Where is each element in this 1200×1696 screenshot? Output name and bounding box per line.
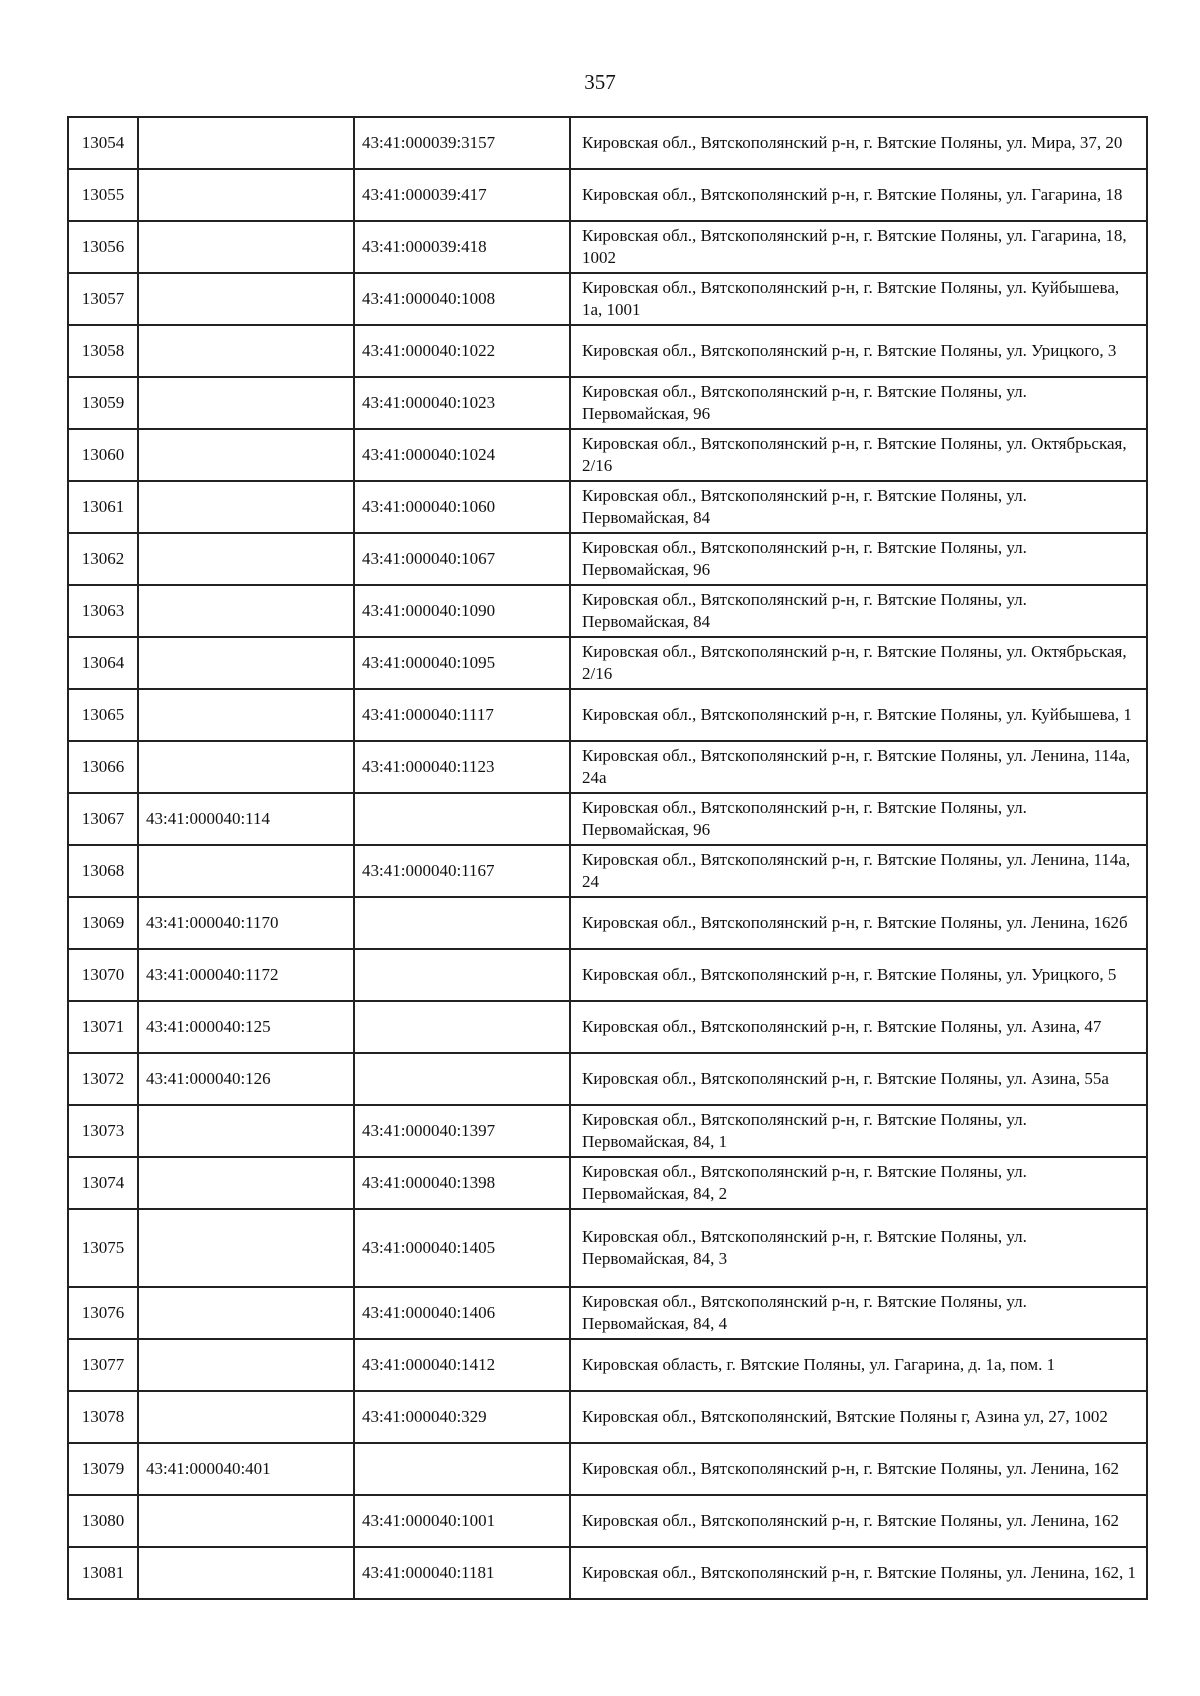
address-cell: Кировская обл., Вятскополянский р-н, г. Вятские Поляны, ул. Ленина, 114а, 24 <box>570 845 1147 897</box>
cadastral-number-b-cell: 43:41:000039:3157 <box>354 117 570 169</box>
record-number-cell: 13063 <box>68 585 138 637</box>
table-row <box>68 1339 1147 1391</box>
cadastral-number-a-cell <box>138 1157 354 1209</box>
record-number-cell: 13080 <box>68 1495 138 1547</box>
table-row <box>68 1443 1147 1495</box>
address-cell: Кировская обл., Вятскополянский р-н, г. Вятские Поляны, ул. Октябрьская, 2/16 <box>570 429 1147 481</box>
record-number-cell: 13081 <box>68 1547 138 1599</box>
cadastral-number-b-cell: 43:41:000040:1001 <box>354 1495 570 1547</box>
cadastral-number-b-cell: 43:41:000039:417 <box>354 169 570 221</box>
record-number-cell: 13067 <box>68 793 138 845</box>
address-cell: Кировская обл., Вятскополянский р-н, г. Вятские Поляны, ул. Ленина, 162 <box>570 1495 1147 1547</box>
address-cell: Кировская обл., Вятскополянский р-н, г. Вятские Поляны, ул. Первомайская, 96 <box>570 533 1147 585</box>
record-number-cell: 13056 <box>68 221 138 273</box>
record-number-cell: 13064 <box>68 637 138 689</box>
table-row <box>68 1547 1147 1599</box>
table-row <box>68 1287 1147 1339</box>
table-row <box>68 1209 1147 1287</box>
cadastral-number-b-cell <box>354 897 570 949</box>
address-cell: Кировская обл., Вятскополянский р-н, г. Вятские Поляны, ул. Первомайская, 84, 2 <box>570 1157 1147 1209</box>
record-number-cell: 13075 <box>68 1209 138 1287</box>
cadastral-number-a-cell <box>138 481 354 533</box>
cadastral-number-b-cell: 43:41:000039:418 <box>354 221 570 273</box>
table-row <box>68 273 1147 325</box>
table-row <box>68 377 1147 429</box>
cadastral-number-b-cell: 43:41:000040:1406 <box>354 1287 570 1339</box>
cadastral-number-b-cell: 43:41:000040:1067 <box>354 533 570 585</box>
table-row <box>68 221 1147 273</box>
record-number-cell: 13062 <box>68 533 138 585</box>
record-number-cell: 13066 <box>68 741 138 793</box>
cadastral-number-a-cell <box>138 637 354 689</box>
record-number-cell: 13071 <box>68 1001 138 1053</box>
address-cell: Кировская обл., Вятскополянский р-н, г. Вятские Поляны, ул. Азина, 47 <box>570 1001 1147 1053</box>
record-number-cell: 13061 <box>68 481 138 533</box>
record-number-cell: 13059 <box>68 377 138 429</box>
address-cell: Кировская обл., Вятскополянский р-н, г. Вятские Поляны, ул. Первомайская, 84, 3 <box>570 1209 1147 1287</box>
record-number-cell: 13068 <box>68 845 138 897</box>
address-cell: Кировская обл., Вятскополянский р-н, г. Вятские Поляны, ул. Первомайская, 84 <box>570 585 1147 637</box>
cadastral-number-a-cell <box>138 845 354 897</box>
table-row <box>68 117 1147 169</box>
cadastral-number-a-cell: 43:41:000040:1170 <box>138 897 354 949</box>
table-row <box>68 793 1147 845</box>
table-row <box>68 1157 1147 1209</box>
cadastral-number-b-cell: 43:41:000040:1024 <box>354 429 570 481</box>
address-cell: Кировская обл., Вятскополянский р-н, г. Вятские Поляны, ул. Первомайская, 84, 1 <box>570 1105 1147 1157</box>
record-number-cell: 13070 <box>68 949 138 1001</box>
address-cell: Кировская обл., Вятскополянский р-н, г. Вятские Поляны, ул. Ленина, 114а, 24а <box>570 741 1147 793</box>
record-number-cell: 13078 <box>68 1391 138 1443</box>
cadastral-number-b-cell <box>354 1053 570 1105</box>
address-cell: Кировская обл., Вятскополянский р-н, г. Вятские Поляны, ул. Ленина, 162, 1 <box>570 1547 1147 1599</box>
cadastral-number-a-cell <box>138 325 354 377</box>
cadastral-number-b-cell: 43:41:000040:1095 <box>354 637 570 689</box>
address-cell: Кировская обл., Вятскополянский р-н, г. Вятские Поляны, ул. Урицкого, 3 <box>570 325 1147 377</box>
cadastral-number-a-cell <box>138 585 354 637</box>
table-row <box>68 533 1147 585</box>
record-number-cell: 13054 <box>68 117 138 169</box>
cadastral-number-b-cell <box>354 949 570 1001</box>
record-number-cell: 13057 <box>68 273 138 325</box>
cadastral-number-a-cell <box>138 1105 354 1157</box>
cadastral-number-b-cell <box>354 793 570 845</box>
table-row <box>68 481 1147 533</box>
address-cell: Кировская обл., Вятскополянский р-н, г. Вятские Поляны, ул. Азина, 55а <box>570 1053 1147 1105</box>
record-number-cell: 13077 <box>68 1339 138 1391</box>
property-table <box>67 116 1148 1600</box>
address-cell: Кировская обл., Вятскополянский р-н, г. Вятские Поляны, ул. Первомайская, 84 <box>570 481 1147 533</box>
cadastral-number-a-cell <box>138 221 354 273</box>
cadastral-number-a-cell: 43:41:000040:1172 <box>138 949 354 1001</box>
table-row <box>68 429 1147 481</box>
address-cell: Кировская обл., Вятскополянский р-н, г. Вятские Поляны, ул. Первомайская, 84, 4 <box>570 1287 1147 1339</box>
table-row <box>68 845 1147 897</box>
table-row <box>68 585 1147 637</box>
table-row <box>68 897 1147 949</box>
address-cell: Кировская обл., Вятскополянский р-н, г. Вятские Поляны, ул. Куйбышева, 1 <box>570 689 1147 741</box>
address-cell: Кировская обл., Вятскополянский р-н, г. Вятские Поляны, ул. Ленина, 162 <box>570 1443 1147 1495</box>
table-row <box>68 1001 1147 1053</box>
table-row <box>68 741 1147 793</box>
record-number-cell: 13073 <box>68 1105 138 1157</box>
address-cell: Кировская обл., Вятскополянский р-н, г. Вятские Поляны, ул. Гагарина, 18, 1002 <box>570 221 1147 273</box>
cadastral-number-a-cell <box>138 1339 354 1391</box>
table-row <box>68 949 1147 1001</box>
cadastral-number-b-cell: 43:41:000040:1117 <box>354 689 570 741</box>
cadastral-number-b-cell: 43:41:000040:1123 <box>354 741 570 793</box>
cadastral-number-a-cell <box>138 689 354 741</box>
cadastral-number-b-cell: 43:41:000040:1412 <box>354 1339 570 1391</box>
address-cell: Кировская область, г. Вятские Поляны, ул. Гагарина, д. 1а, пом. 1 <box>570 1339 1147 1391</box>
address-cell: Кировская обл., Вятскополянский р-н, г. Вятские Поляны, ул. Мира, 37, 20 <box>570 117 1147 169</box>
cadastral-number-a-cell <box>138 1287 354 1339</box>
cadastral-number-a-cell: 43:41:000040:126 <box>138 1053 354 1105</box>
cadastral-number-b-cell: 43:41:000040:1090 <box>354 585 570 637</box>
record-number-cell: 13079 <box>68 1443 138 1495</box>
table-row <box>68 1495 1147 1547</box>
cadastral-number-a-cell <box>138 1209 354 1287</box>
address-cell: Кировская обл., Вятскополянский, Вятские Поляны г, Азина ул, 27, 1002 <box>570 1391 1147 1443</box>
cadastral-number-b-cell: 43:41:000040:329 <box>354 1391 570 1443</box>
property-table-body <box>68 117 1147 1599</box>
cadastral-number-a-cell: 43:41:000040:401 <box>138 1443 354 1495</box>
table-row <box>68 1391 1147 1443</box>
record-number-cell: 13065 <box>68 689 138 741</box>
cadastral-number-b-cell: 43:41:000040:1181 <box>354 1547 570 1599</box>
table-row <box>68 1105 1147 1157</box>
cadastral-number-a-cell <box>138 741 354 793</box>
cadastral-number-b-cell <box>354 1443 570 1495</box>
cadastral-number-a-cell <box>138 117 354 169</box>
cadastral-number-b-cell: 43:41:000040:1023 <box>354 377 570 429</box>
cadastral-number-a-cell <box>138 377 354 429</box>
cadastral-number-b-cell: 43:41:000040:1008 <box>354 273 570 325</box>
cadastral-number-a-cell <box>138 1495 354 1547</box>
record-number-cell: 13058 <box>68 325 138 377</box>
address-cell: Кировская обл., Вятскополянский р-н, г. Вятские Поляны, ул. Куйбышева, 1а, 1001 <box>570 273 1147 325</box>
record-number-cell: 13060 <box>68 429 138 481</box>
cadastral-number-a-cell: 43:41:000040:114 <box>138 793 354 845</box>
cadastral-number-b-cell: 43:41:000040:1167 <box>354 845 570 897</box>
cadastral-number-a-cell <box>138 273 354 325</box>
record-number-cell: 13055 <box>68 169 138 221</box>
table-row <box>68 1053 1147 1105</box>
cadastral-number-a-cell <box>138 169 354 221</box>
cadastral-number-b-cell: 43:41:000040:1022 <box>354 325 570 377</box>
table-row <box>68 169 1147 221</box>
cadastral-number-b-cell: 43:41:000040:1397 <box>354 1105 570 1157</box>
cadastral-number-b-cell: 43:41:000040:1405 <box>354 1209 570 1287</box>
cadastral-number-b-cell: 43:41:000040:1398 <box>354 1157 570 1209</box>
record-number-cell: 13076 <box>68 1287 138 1339</box>
cadastral-number-a-cell <box>138 1391 354 1443</box>
record-number-cell: 13069 <box>68 897 138 949</box>
cadastral-number-a-cell: 43:41:000040:125 <box>138 1001 354 1053</box>
cadastral-number-a-cell <box>138 429 354 481</box>
cadastral-number-a-cell <box>138 533 354 585</box>
address-cell: Кировская обл., Вятскополянский р-н, г. Вятские Поляны, ул. Первомайская, 96 <box>570 793 1147 845</box>
address-cell: Кировская обл., Вятскополянский р-н, г. Вятские Поляны, ул. Первомайская, 96 <box>570 377 1147 429</box>
address-cell: Кировская обл., Вятскополянский р-н, г. Вятские Поляны, ул. Гагарина, 18 <box>570 169 1147 221</box>
cadastral-number-b-cell <box>354 1001 570 1053</box>
page-number: 357 <box>584 70 616 94</box>
cadastral-number-a-cell <box>138 1547 354 1599</box>
table-row <box>68 325 1147 377</box>
cadastral-number-b-cell: 43:41:000040:1060 <box>354 481 570 533</box>
record-number-cell: 13072 <box>68 1053 138 1105</box>
table-row <box>68 637 1147 689</box>
address-cell: Кировская обл., Вятскополянский р-н, г. Вятские Поляны, ул. Урицкого, 5 <box>570 949 1147 1001</box>
address-cell: Кировская обл., Вятскополянский р-н, г. Вятские Поляны, ул. Октябрьская, 2/16 <box>570 637 1147 689</box>
address-cell: Кировская обл., Вятскополянский р-н, г. Вятские Поляны, ул. Ленина, 162б <box>570 897 1147 949</box>
table-row <box>68 689 1147 741</box>
record-number-cell: 13074 <box>68 1157 138 1209</box>
